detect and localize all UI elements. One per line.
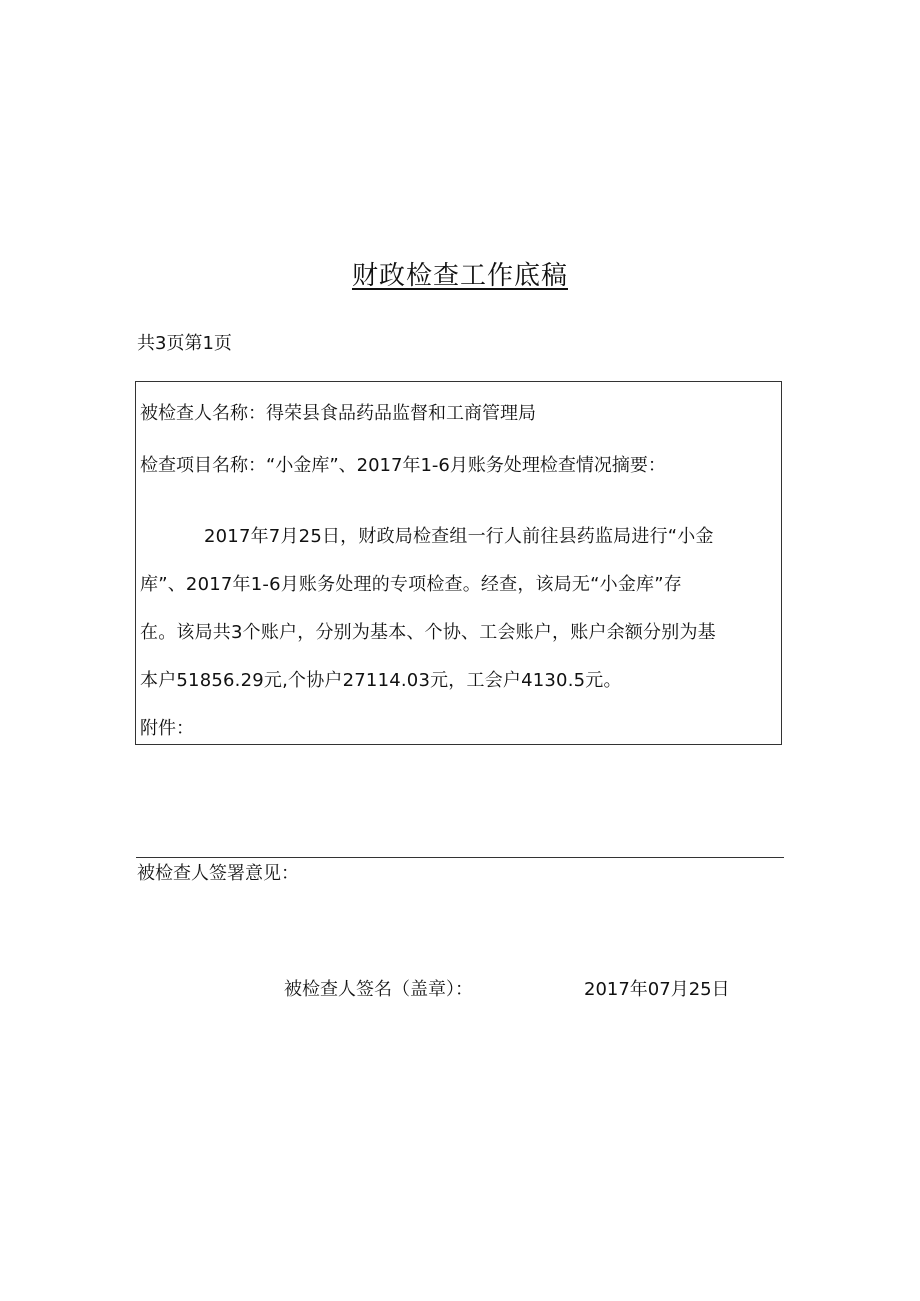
- summary-line: 本户51856.29元,个协户27114.03元，工会户4130.5元。: [140, 670, 622, 691]
- inspected-party-line: 被检查人名称：得荣县食品药品监督和工商管理局: [140, 403, 536, 424]
- signature-seal-label: 被检查人签名（盖章）：: [284, 979, 473, 1000]
- inspection-info-box: [135, 381, 782, 745]
- signature-divider: [136, 857, 784, 858]
- summary-line: 2017年7月25日，财政局检查组一行人前往县药监局进行“小金: [204, 526, 714, 547]
- summary-line: 库”、2017年1-6月账务处理的专项检查。经查，该局无“小金库”存: [140, 574, 682, 595]
- signature-opinion-label: 被检查人签署意见：: [137, 863, 299, 884]
- summary-line: 在。该局共3个账户，分别为基本、个协、工会账户，账户余额分别为基: [140, 622, 716, 643]
- project-name-line: 检查项目名称：“小金库”、2017年1-6月账务处理检查情况摘要：: [140, 455, 666, 476]
- attachment-label: 附件：: [140, 718, 194, 739]
- document-title: 财政检查工作底稿: [351, 261, 568, 291]
- signature-date: 2017年07月25日: [584, 979, 730, 1000]
- page-count: 共3页第1页: [137, 333, 232, 354]
